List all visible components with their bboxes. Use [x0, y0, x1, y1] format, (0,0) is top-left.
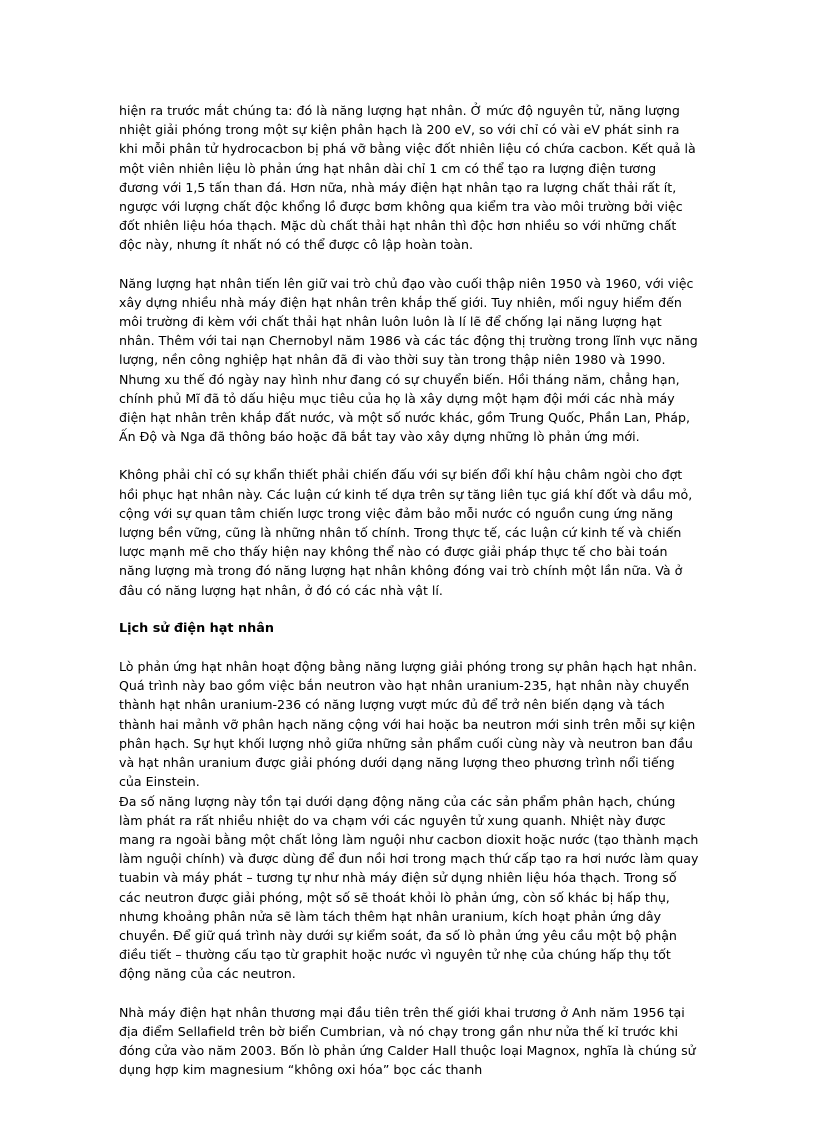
paragraph-kinetic-energy: Đa số năng lượng này tồn tại dưới dạng động năng của các sản phẩm phân hạch, chúng làm phát ra rất nhiều nhiệt do va chạm với các nguyên tử xung quanh. Nhiệt này được mang ra ngoài bằng một chất lỏng làm nguội như cacbon dioxit hoặc nước (tạo thành mạch làm nguội chính) và được dùng để đun nồi hơi trong mạch thứ cấp tạo ra hơi nước làm quay tuabin và máy phát – tương tự như nhà máy điện sử dụng nhiên liệu hóa thạch. Trong số các neutron được giải phóng, một số sẽ thoát khỏi lò phản ứng, còn số khác bị hấp thụ, nhưng khoảng phân nửa sẽ làm tách thêm hạt nhân uranium, kích hoạt phản ứng dây chuyền. Để giữ quá trình này dưới sự kiểm soát, đa số lò phản ứng yêu cầu một bộ phận điều tiết – thường cấu tạo từ graphit hoặc nước vì nguyên tử nhẹ của chúng hấp thụ tốt động năng của các neutron.: [119, 793, 699, 982]
paragraph-nuclear-rise: Năng lượng hạt nhân tiến lên giữ vai trò chủ đạo vào cuối thập niên 1950 và 1960, với việc xây dựng nhiều nhà máy điện hạt nhân trên khắp thế giới. Tuy nhiên, mối nguy hiểm đến môi trường đi kèm với chất thải hạt nhân luôn luôn là lí lẽ để chống lại năng lượng hạt nhân. Thêm với tai nạn Chernobyl năm 1986 và các tác động thị trường trong lĩnh vực năng lượng, nền công nghiệp hạt nhân đã đi vào thời suy tàn trong thập niên 1980 và 1990. Nhưng xu thế đó ngày nay hình như đang có sự chuyển biến. Hồi tháng năm, chẳng hạn, chính phủ Mĩ đã tỏ dấu hiệu mục tiêu của họ là xây dựng một hạm đội mới các nhà máy điện hạt nhân trên khắp đất nước, và một số nước khác, gồm Trung Quốc, Phần Lan, Pháp, Ấn Độ và Nga đã thông báo hoặc đã bắt tay vào xây dựng những lò phản ứng mới.: [119, 275, 698, 445]
paragraph-nuclear-energy-intro: hiện ra trước mắt chúng ta: đó là năng lượng hạt nhân. Ở mức độ nguyên tử, năng lượng nhiệt giải phóng trong một sự kiện phân hạch là 200 eV, so với chỉ có vài eV phát sinh ra khi mỗi phân tử hydrocacbon bị phá vỡ bằng việc đốt nhiên liệu có chứa cacbon. Kết quả là một viên nhiên liệu lò phản ứng hạt nhân dài chỉ 1 cm có thể tạo ra lượng điện tương đương với 1,5 tấn than đá. Hơn nữa, nhà máy điện hạt nhân tạo ra lượng chất thải rất ít, ngược với lượng chất độc khổng lồ được bơm không qua kiểm tra vào môi trường bởi việc đốt nhiên liệu hóa thạch. Mặc dù chất thải hạt nhân thì độc hơn nhiều so với những chất độc này, nhưng ít nhất nó có thể được cô lập hoàn toàn.: [119, 103, 696, 253]
paragraph-nuclear-revival: Không phải chỉ có sự khẩn thiết phải chiến đấu với sự biến đổi khí hậu châm ngòi cho đợt hồi phục hạt nhân này. Các luận cứ kinh tế dựa trên sự tăng liên tục giá khí đốt và dầu mỏ, cộng với sự quan tâm chiến lược trong việc đảm bảo mỗi nước có nguồn cung ứng năng lượng bền vững, cũng là những nhân tố chính. Trong thực tế, các luận cứ kinh tế và chiến lược mạnh mẽ cho thấy hiện nay không thể nào có được giải pháp thực tế cho bài toán năng lượng mà trong đó năng lượng hạt nhân không đóng vai trò chính một lần nữa. Và ở đâu có năng lượng hạt nhân, ở đó có các nhà vật lí.: [119, 467, 693, 598]
section-heading-history: Lịch sử điện hạt nhân: [119, 620, 274, 636]
paragraph-first-plant: Nhà máy điện hạt nhân thương mại đầu tiên trên thế giới khai trương ở Anh năm 1956 tại địa điểm Sellafield trên bờ biển Cumbrian, và nó chạy trong gần như nửa thế kỉ trước khi đóng cửa vào năm 2003. Bốn lò phản ứng Calder Hall thuộc loại Magnox, nghĩa là chúng sử dụng hợp kim magnesium “không oxi hóa” bọc các thanh: [119, 1004, 696, 1078]
paragraph-reactor-fission: Lò phản ứng hạt nhân hoạt động bằng năng lượng giải phóng trong sự phân hạch hạt nhân. Quá trình này bao gồm việc bắn neutron vào hạt nhân uranium-235, hạt nhân này chuyển thành hạt nhân uranium-236 có năng lượng vượt mức đủ để trở nên biến dạng và tách thành hai mảnh vỡ phân hạch năng cộng với hai hoặc ba neutron mới sinh trên mỗi sự kiện phân hạch. Sự hụt khối lượng nhỏ giữa những sản phẩm cuối cùng này và neutron ban đầu và hạt nhân uranium được giải phóng dưới dạng năng lượng theo phương trình nổi tiếng của Einstein.: [119, 659, 698, 790]
document-page: [119, 101, 699, 1079]
